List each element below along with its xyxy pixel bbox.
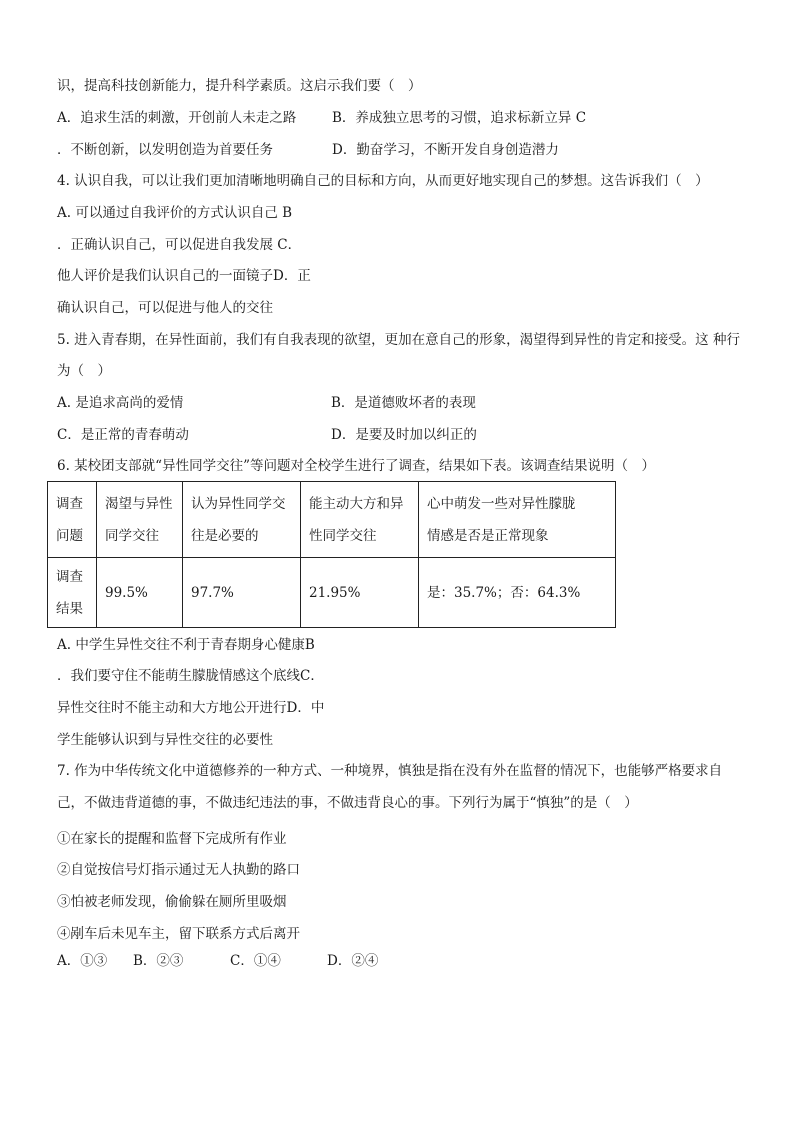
- table-header-cell: [97, 482, 183, 558]
- table-row: [48, 482, 616, 558]
- question-5-stem-continued: 为（ ）: [57, 363, 111, 379]
- option-7b: B．②③: [133, 953, 184, 969]
- question-7-options-row: [57, 952, 757, 970]
- option-3b: B．养成独立思考的习惯，追求标新立异 C: [332, 110, 587, 126]
- question-6-stem: 6. 某校团支部就“异性同学交往”等问题对全校学生进行了调查，结果如下表。该调查结果说明（ ）: [57, 458, 655, 474]
- question-4-option-line-3: 他人评价是我们认识自己的一面镜子D．正: [57, 268, 311, 284]
- question-7-statement-4: ④剐车后未见车主，留下联系方式后离开: [57, 926, 300, 942]
- question-4-stem: 4. 认识自我，可以让我们更加清晰地明确自己的目标和方向，从而更好地实现自己的梦想。这告诉我们（ ）: [57, 173, 709, 189]
- option-7a: A．①③: [57, 953, 108, 969]
- table-header-cell: [183, 482, 301, 558]
- question-6-option-line-1: A. 中学生异性交往不利于青春期身心健康B: [57, 637, 315, 653]
- option-3c: ．不断创新，以发明创造为首要任务: [57, 142, 273, 158]
- table-row-label-cell: [48, 558, 97, 628]
- table-header-cell: [301, 482, 419, 558]
- table-cell-text: 往是必要的: [191, 527, 259, 544]
- table-header-cell: [48, 482, 97, 558]
- option-3a: A．追求生活的刺激，开创前人未走之路: [57, 110, 297, 126]
- question-5-stem: 5. 进入青春期，在异性面前，我们有自我表现的欲望，更加在意自己的形象，渴望得到异性的肯定和接受。这 种行: [57, 332, 740, 348]
- table-cell: 是：35.7%；否：64.3%: [419, 558, 616, 628]
- table-cell-text: 渴望与异性: [105, 495, 173, 512]
- table-row: [48, 558, 616, 628]
- option-3d: D．勤奋学习，不断开发自身创造潜力: [332, 142, 559, 158]
- question-6-option-line-2: ．我们要守住不能萌生朦胧情感这个底线C．: [57, 668, 324, 684]
- option-5d: D．是要及时加以纠正的: [331, 427, 477, 443]
- table-cell-text: 情感是否是正常现象: [427, 527, 549, 544]
- table-cell-text: 能主动大方和异: [309, 495, 404, 512]
- question-7-statement-2: ②自觉按信号灯指示通过无人执勤的路口: [57, 862, 300, 878]
- table-cell: 97.7%: [183, 558, 301, 628]
- table-cell: 99.5%: [97, 558, 183, 628]
- question-3-options-row-2: [57, 141, 757, 159]
- question-4-option-line-4: 确认识自己，可以促进与他人的交往: [57, 300, 273, 316]
- table-cell-text: 结果: [56, 600, 83, 617]
- option-5b: B．是道德败坏者的表现: [331, 395, 476, 411]
- question-3-options-row-1: [57, 109, 757, 127]
- table-cell-text: 认为异性同学交: [191, 495, 286, 512]
- question-5-options-row-1: [57, 394, 757, 412]
- question-5-options-row-2: [57, 426, 757, 444]
- table-cell-text: 同学交往: [105, 527, 159, 544]
- table-header-cell: [419, 482, 616, 558]
- question-6-option-line-4: 学生能够认识到与异性交往的必要性: [57, 732, 273, 748]
- table-cell-text: 调查: [56, 568, 83, 585]
- question-6-option-line-3: 异性交往时不能主动和大方地公开进行D．中: [57, 700, 325, 716]
- option-5a: A. 是追求高尚的爱情: [57, 395, 184, 411]
- table-cell-text: 心中萌发一些对异性朦胧: [427, 495, 576, 512]
- question-3-stem-continued: 识，提高科技创新能力，提升科学素质。这启示我们要（ ）: [57, 78, 422, 94]
- option-7d: D．②④: [327, 953, 379, 969]
- table-cell-text: 问题: [56, 527, 83, 544]
- question-7-stem: 7. 作为中华传统文化中道德修养的一种方式、一种境界，慎独是指在没有外在监督的情况下，也能够严格要求自: [57, 763, 723, 779]
- option-7c: C．①④: [230, 953, 281, 969]
- table-cell-text: 调查: [56, 495, 83, 512]
- option-5c: C．是正常的青春萌动: [57, 427, 189, 443]
- question-7-statement-3: ③怕被老师发现，偷偷躲在厕所里吸烟: [57, 894, 287, 910]
- question-7-statement-1: ①在家长的提醒和监督下完成所有作业: [57, 831, 287, 847]
- table-cell-text: 性同学交往: [309, 527, 377, 544]
- question-4-option-line-2: ．正确认识自己，可以促进自我发展 C．: [57, 237, 302, 253]
- survey-table: [47, 481, 616, 628]
- question-4-option-line-1: A. 可以通过自我评价的方式认识自己 B: [57, 205, 293, 221]
- question-7-stem-continued: 己，不做违背道德的事，不做违纪违法的事，不做违背良心的事。下列行为属于“慎独”的是（ ）: [57, 795, 638, 811]
- table-cell: 21.95%: [301, 558, 419, 628]
